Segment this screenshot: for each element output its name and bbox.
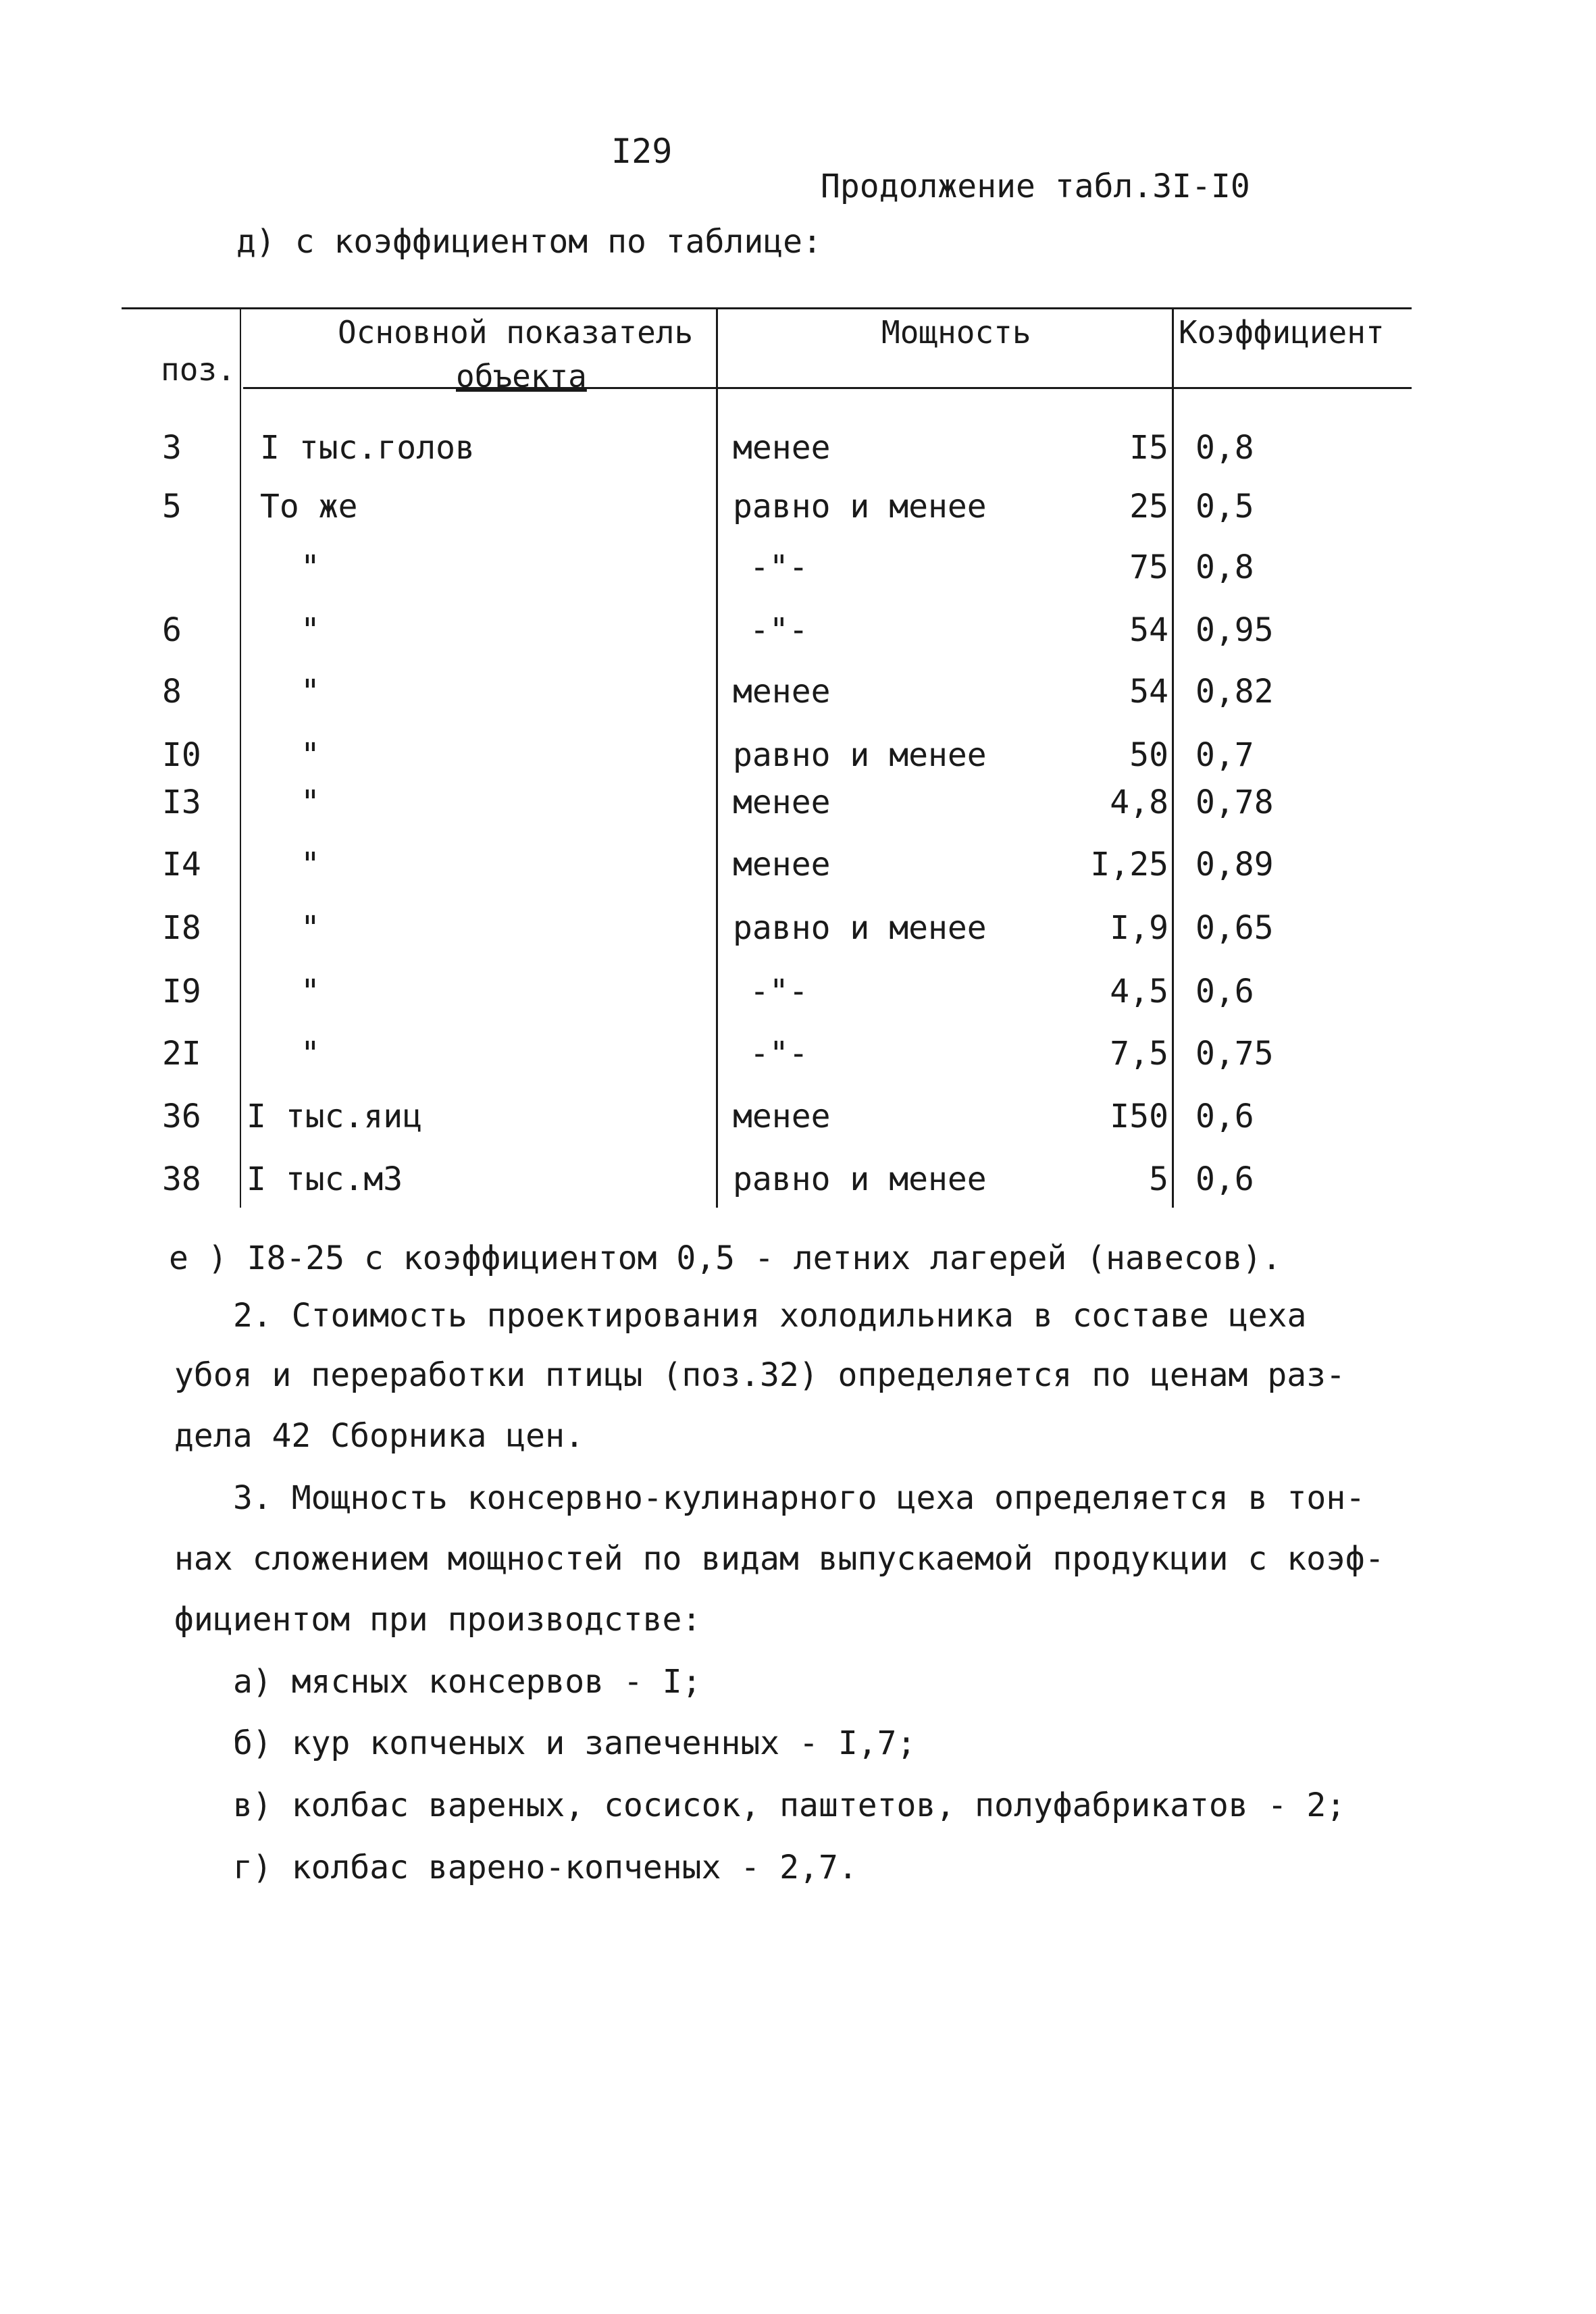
paragraph-3-line-1: 3. Мощность консервно-кулинарного цеха определяется в тон- [233,1479,1366,1517]
row-object: I тыс.яиц [247,1098,423,1135]
row-pos: 8 [162,673,182,711]
note-e: е ) I8-25 с коэффициентом 0,5 - летних лагерей (навесов). [169,1239,1282,1277]
row-coefficient: 0,8 [1195,548,1254,586]
row-pos: 3 [162,429,182,467]
row-mode: -"- [750,973,808,1010]
row-mode: равно и менее [733,736,987,774]
row-object: I тыс.голов [260,429,475,467]
paragraph-3-line-3: фициентом при производстве: [174,1601,702,1639]
row-pos: 38 [162,1160,201,1198]
row-pos: 6 [162,611,182,649]
row-pos: I8 [162,909,201,947]
row-pos: I3 [162,783,201,821]
row-mode: равно и менее [733,909,987,947]
row-value: 4,5 [1110,973,1168,1010]
row-pos: 2I [162,1035,201,1073]
header-coefficient: Коэффициент [1179,314,1385,351]
header-capacity: Мощность [881,314,1031,351]
row-value: 4,8 [1110,783,1168,821]
table-header-rule [243,387,1412,389]
row-pos: I9 [162,973,201,1010]
paragraph-3-line-2: нах сложением мощностей по видам выпускаемой продукции с коэф- [174,1540,1385,1578]
row-coefficient: 0,78 [1195,783,1274,821]
list-item: в) колбас вареных, сосисок, паштетов, полуфабрикатов - 2; [233,1786,1346,1824]
row-value: I5 [1129,429,1168,467]
row-object: " [301,909,320,947]
row-coefficient: 0,7 [1195,736,1254,774]
row-value: I,9 [1110,909,1168,947]
row-object: " [301,783,320,821]
table-continuation-label: Продолжение табл.3I-I0 [821,168,1250,205]
row-mode: равно и менее [733,488,987,525]
page-number: I29 [611,132,673,171]
row-object: " [301,846,320,883]
row-value: 7,5 [1110,1035,1168,1073]
row-coefficient: 0,6 [1195,973,1254,1010]
list-item: а) мясных консервов - I; [233,1663,702,1701]
row-object: " [301,973,320,1010]
row-coefficient: 0,89 [1195,846,1274,883]
row-value: 5 [1149,1160,1168,1198]
row-value: 54 [1129,611,1168,649]
row-value: 75 [1129,548,1168,586]
row-object: I тыс.м3 [247,1160,403,1198]
row-mode: менее [733,846,831,883]
row-coefficient: 0,95 [1195,611,1274,649]
row-object: То же [260,488,358,525]
row-value: 50 [1129,736,1168,774]
row-mode: менее [733,783,831,821]
table-col-divider-2 [716,309,718,1208]
row-object: " [301,548,320,586]
table-col-divider-1 [240,309,241,1208]
row-value: I,25 [1090,846,1168,883]
intro-text: д) с коэффициентом по таблице: [236,223,822,261]
row-object: " [301,736,320,774]
row-mode: -"- [750,1035,808,1073]
header-object-line2: объекта [456,358,587,394]
list-item: б) кур копченых и запеченных - I,7; [233,1724,917,1762]
table-top-rule [122,307,1412,309]
header-pos: поз. [161,351,236,388]
row-coefficient: 0,75 [1195,1035,1274,1073]
row-coefficient: 0,82 [1195,673,1274,711]
row-mode: равно и менее [733,1160,987,1198]
row-coefficient: 0,6 [1195,1160,1254,1198]
row-object: " [301,673,320,711]
row-coefficient: 0,6 [1195,1098,1254,1135]
row-coefficient: 0,5 [1195,488,1254,525]
row-mode: менее [733,673,831,711]
row-pos: I4 [162,846,201,883]
row-pos: I0 [162,736,201,774]
paragraph-2-line-1: 2. Стоимость проектирования холодильника в составе цеха [233,1297,1307,1335]
row-value: 25 [1129,488,1168,525]
paragraph-2-line-3: дела 42 Сборника цен. [174,1417,584,1455]
row-coefficient: 0,65 [1195,909,1274,947]
row-mode: менее [733,1098,831,1135]
row-object: " [301,611,320,649]
row-pos: 36 [162,1098,201,1135]
row-value: 54 [1129,673,1168,711]
paragraph-2-line-2: убоя и переработки птицы (поз.32) определяется по ценам раз- [174,1356,1345,1394]
table-col-divider-3 [1172,309,1174,1208]
row-object: " [301,1035,320,1073]
row-mode: менее [733,429,831,467]
row-value: I50 [1110,1098,1168,1135]
row-mode: -"- [750,548,808,586]
header-object-line1: Основной показатель [338,314,694,351]
list-item: г) колбас варено-копченых - 2,7. [233,1849,858,1886]
row-mode: -"- [750,611,808,649]
row-coefficient: 0,8 [1195,429,1254,467]
row-pos: 5 [162,488,182,525]
